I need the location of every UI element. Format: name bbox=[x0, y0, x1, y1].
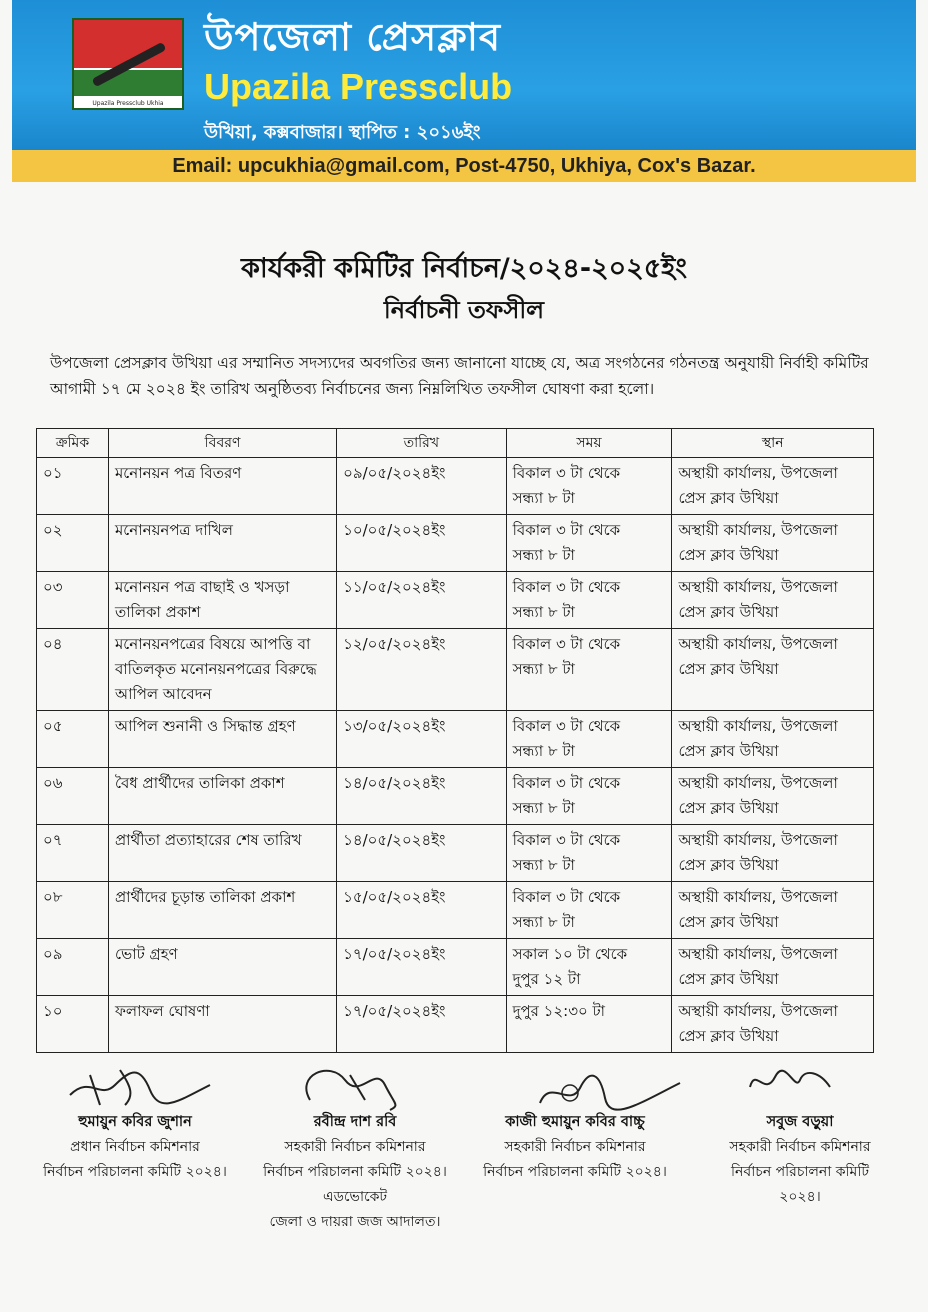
time-cell-text: সন্ধ্যা ৮ টা bbox=[512, 799, 575, 817]
serial-cell bbox=[37, 939, 109, 996]
description-cell bbox=[108, 515, 336, 572]
time-cell-text: বিকাল ৩ টা থেকে bbox=[512, 774, 621, 792]
description-cell bbox=[108, 996, 336, 1053]
place-cell bbox=[672, 825, 874, 882]
time-cell-text: সন্ধ্যা ৮ টা bbox=[512, 742, 575, 760]
table-row bbox=[37, 711, 874, 768]
place-cell bbox=[672, 458, 874, 515]
table-row bbox=[37, 629, 874, 711]
place-cell bbox=[672, 711, 874, 768]
date-cell bbox=[337, 629, 506, 711]
time-cell bbox=[506, 572, 672, 629]
date-cell-text: ১০/০৫/২০২৪ইং bbox=[343, 521, 446, 539]
description-cell bbox=[108, 882, 336, 939]
serial-cell bbox=[37, 515, 109, 572]
description-cell bbox=[108, 572, 336, 629]
date-cell bbox=[337, 458, 506, 515]
place-cell-text: অস্থায়ী কার্যালয়, উপজেলা bbox=[678, 1002, 838, 1020]
date-cell bbox=[337, 711, 506, 768]
serial-cell bbox=[37, 711, 109, 768]
description-cell-text: মনোনয়নপত্রের বিষয়ে আপত্তি বা বাতিলকৃত মনোনয়নপত্রের বিরুদ্ধে আপিল আবেদন bbox=[114, 635, 317, 703]
signatory-name: হুমায়ুন কবির জুশান bbox=[78, 1114, 192, 1130]
document-subheading: নির্বাচনী তফসীল bbox=[383, 296, 545, 324]
description-cell-text: আপিল শুনানী ও সিদ্ধান্ত গ্রহণ bbox=[114, 717, 296, 735]
description-cell-text: মনোনয়ন পত্র বাছাই ও খসড়া তালিকা প্রকাশ bbox=[114, 578, 290, 621]
signature-1-scribble bbox=[60, 1055, 220, 1115]
signature-2-scribble bbox=[290, 1055, 410, 1115]
signatory-name: রবীন্দ্র দাশ রবি bbox=[313, 1114, 397, 1130]
time-cell-text: বিকাল ৩ টা থেকে bbox=[512, 521, 621, 539]
time-cell bbox=[506, 629, 672, 711]
description-cell bbox=[108, 768, 336, 825]
place-cell bbox=[672, 515, 874, 572]
description-cell bbox=[108, 458, 336, 515]
serial-cell bbox=[37, 458, 109, 515]
serial-cell-text: ০৯ bbox=[43, 945, 63, 963]
serial-cell-text: ০৭ bbox=[43, 831, 63, 849]
place-cell-text: অস্থায়ী কার্যালয়, উপজেলা bbox=[678, 464, 838, 482]
serial-cell bbox=[37, 882, 109, 939]
time-cell bbox=[506, 458, 672, 515]
table-row bbox=[37, 882, 874, 939]
table-row bbox=[37, 939, 874, 996]
signatory-committee: নির্বাচন পরিচালনা কমিটি ২০২৪। bbox=[483, 1164, 667, 1180]
time-cell-text: বিকাল ৩ টা থেকে bbox=[512, 717, 621, 735]
date-cell bbox=[337, 882, 506, 939]
contact-bar: Email: upcukhia@gmail.com, Post-4750, Ukhiya, Cox's Bazar. bbox=[12, 150, 916, 182]
place-cell-text: প্রেস ক্লাব উখিয়া bbox=[678, 799, 779, 817]
time-cell-text: বিকাল ৩ টা থেকে bbox=[512, 464, 621, 482]
description-cell bbox=[108, 939, 336, 996]
signature-block-3 bbox=[460, 1110, 690, 1185]
signatory-title: প্রধান নির্বাচন কমিশনার bbox=[70, 1139, 200, 1155]
description-cell bbox=[108, 711, 336, 768]
time-cell-text: সন্ধ্যা ৮ টা bbox=[512, 660, 575, 678]
date-cell-text: ১৪/০৫/২০২৪ইং bbox=[343, 774, 446, 792]
table-row bbox=[37, 768, 874, 825]
header-date: তারিখ bbox=[337, 429, 506, 458]
table-row bbox=[37, 572, 874, 629]
club-location-established: উখিয়া, কক্সবাজার। স্থাপিত : ২০১৬ইং bbox=[204, 122, 481, 143]
place-cell-text: প্রেস ক্লাব উখিয়া bbox=[678, 970, 779, 988]
signature-block-1 bbox=[20, 1110, 250, 1185]
place-cell-text: প্রেস ক্লাব উখিয়া bbox=[678, 603, 779, 621]
time-cell-text: সকাল ১০ টা থেকে bbox=[512, 945, 628, 963]
place-cell-text: অস্থায়ী কার্যালয়, উপজেলা bbox=[678, 831, 838, 849]
time-cell-text: দুপুর ১২ টা bbox=[512, 970, 581, 988]
date-cell bbox=[337, 939, 506, 996]
place-cell-text: প্রেস ক্লাব উখিয়া bbox=[678, 856, 779, 874]
time-cell bbox=[506, 882, 672, 939]
time-cell bbox=[506, 515, 672, 572]
signatory-title: সহকারী নির্বাচন কমিশনার bbox=[284, 1139, 426, 1155]
serial-cell-text: ০২ bbox=[43, 521, 63, 539]
serial-cell-text: ০৫ bbox=[43, 717, 63, 735]
place-cell bbox=[672, 939, 874, 996]
time-cell-text: সন্ধ্যা ৮ টা bbox=[512, 489, 575, 507]
place-cell-text: প্রেস ক্লাব উখিয়া bbox=[678, 489, 779, 507]
serial-cell-text: ০৮ bbox=[43, 888, 63, 906]
serial-cell-text: ০১ bbox=[43, 464, 63, 482]
signatory-committee: নির্বাচন পরিচালনা কমিটি ২০২৪। bbox=[43, 1164, 227, 1180]
place-cell bbox=[672, 768, 874, 825]
time-cell-text: সন্ধ্যা ৮ টা bbox=[512, 603, 575, 621]
serial-cell bbox=[37, 629, 109, 711]
pressclub-logo bbox=[72, 18, 184, 110]
serial-cell bbox=[37, 572, 109, 629]
time-cell bbox=[506, 768, 672, 825]
description-cell-text: বৈধ প্রার্থীদের তালিকা প্রকাশ bbox=[114, 774, 285, 792]
header-serial: ক্রমিক bbox=[37, 429, 109, 458]
description-cell-text: ভোট গ্রহণ bbox=[114, 945, 178, 963]
date-cell-text: ১৭/০৫/২০২৪ইং bbox=[343, 945, 446, 963]
signatory-name: কাজী হুমায়ুন কবির বাচ্চু bbox=[505, 1114, 645, 1130]
place-cell bbox=[672, 996, 874, 1053]
table-row bbox=[37, 458, 874, 515]
date-cell-text: ১২/০৫/২০২৪ইং bbox=[343, 635, 446, 653]
date-cell bbox=[337, 768, 506, 825]
time-cell bbox=[506, 996, 672, 1053]
signatory-name: সবুজ বড়ুয়া bbox=[766, 1114, 834, 1130]
header-time: সময় bbox=[506, 429, 672, 458]
schedule-table bbox=[36, 428, 874, 1053]
date-cell-text: ১৩/০৫/২০২৪ইং bbox=[343, 717, 446, 735]
place-cell-text: প্রেস ক্লাব উখিয়া bbox=[678, 742, 779, 760]
signature-block-4 bbox=[690, 1110, 910, 1210]
place-cell bbox=[672, 572, 874, 629]
signatory-title: সহকারী নির্বাচন কমিশনার bbox=[504, 1139, 646, 1155]
time-cell bbox=[506, 711, 672, 768]
place-cell-text: অস্থায়ী কার্যালয়, উপজেলা bbox=[678, 717, 838, 735]
logo-caption: Upazila Pressclub Ukhia bbox=[92, 100, 164, 107]
serial-cell bbox=[37, 825, 109, 882]
table-row bbox=[37, 996, 874, 1053]
place-cell-text: অস্থায়ী কার্যালয়, উপজেলা bbox=[678, 774, 838, 792]
header-place: স্থান bbox=[672, 429, 874, 458]
table-row bbox=[37, 515, 874, 572]
serial-cell bbox=[37, 996, 109, 1053]
place-cell-text: প্রেস ক্লাব উখিয়া bbox=[678, 546, 779, 564]
description-cell-text: মনোনয়নপত্র দাখিল bbox=[114, 521, 233, 539]
signatory-profession: এডভোকেট bbox=[322, 1189, 388, 1205]
time-cell-text: বিকাল ৩ টা থেকে bbox=[512, 831, 621, 849]
date-cell-text: ১৫/০৫/২০২৪ইং bbox=[343, 888, 446, 906]
time-cell-text: দুপুর ১২:৩০ টা bbox=[512, 1002, 605, 1020]
serial-cell-text: ১০ bbox=[43, 1002, 63, 1020]
date-cell bbox=[337, 572, 506, 629]
intro-paragraph: উপজেলা প্রেসক্লাব উখিয়া এর সম্মানিত সদস্যদের অবগতির জন্য জানানো যাচ্ছে যে, অত্র সংগঠনের গঠনতন্ত্র অনুযায়ী নির্বাহী কমিটির আগামী ১৭ মে ২০২৪ ইং তারিখ অনুষ্ঠিতব্য নির্বাচনের জন্য নিম্নলিখিত তফসীল ঘোষণা করা হলো। bbox=[50, 354, 869, 398]
serial-cell-text: ০৪ bbox=[43, 635, 63, 653]
place-cell-text: প্রেস ক্লাব উখিয়া bbox=[678, 1027, 779, 1045]
serial-cell-text: ০৩ bbox=[43, 578, 63, 596]
place-cell-text: অস্থায়ী কার্যালয়, উপজেলা bbox=[678, 521, 838, 539]
description-cell-text: প্রার্থীতা প্রত্যাহারের শেষ তারিখ bbox=[114, 831, 302, 849]
place-cell-text: অস্থায়ী কার্যালয়, উপজেলা bbox=[678, 578, 838, 596]
place-cell-text: অস্থায়ী কার্যালয়, উপজেলা bbox=[678, 888, 838, 906]
date-cell bbox=[337, 825, 506, 882]
date-cell bbox=[337, 515, 506, 572]
table-row bbox=[37, 825, 874, 882]
signature-block-2 bbox=[240, 1110, 470, 1235]
signatory-year: ২০২৪। bbox=[779, 1189, 821, 1205]
serial-cell bbox=[37, 768, 109, 825]
description-cell-text: প্রার্থীদের চূড়ান্ত তালিকা প্রকাশ bbox=[114, 888, 296, 906]
signature-4-scribble bbox=[740, 1062, 840, 1102]
club-title-english: Upazila Pressclub bbox=[204, 66, 513, 107]
document-heading: কার্যকরী কমিটির নির্বাচন/২০২৪-২০২৫ইং bbox=[241, 253, 687, 284]
place-cell bbox=[672, 882, 874, 939]
time-cell-text: সন্ধ্যা ৮ টা bbox=[512, 546, 575, 564]
signatory-committee: নির্বাচন পরিচালনা কমিটি bbox=[731, 1164, 869, 1180]
time-cell-text: সন্ধ্যা ৮ টা bbox=[512, 913, 575, 931]
header-banner bbox=[12, 0, 916, 150]
time-cell-text: বিকাল ৩ টা থেকে bbox=[512, 635, 621, 653]
description-cell-text: ফলাফল ঘোষণা bbox=[114, 1002, 210, 1020]
signatory-committee: নির্বাচন পরিচালনা কমিটি ২০২৪। bbox=[263, 1164, 447, 1180]
time-cell bbox=[506, 825, 672, 882]
date-cell-text: ১১/০৫/২০২৪ইং bbox=[343, 578, 446, 596]
place-cell bbox=[672, 629, 874, 711]
place-cell-text: প্রেস ক্লাব উখিয়া bbox=[678, 660, 779, 678]
place-cell-text: প্রেস ক্লাব উখিয়া bbox=[678, 913, 779, 931]
signatory-title: সহকারী নির্বাচন কমিশনার bbox=[729, 1139, 871, 1155]
signatory-court: জেলা ও দায়রা জজ আদালত। bbox=[269, 1214, 441, 1230]
serial-cell-text: ০৬ bbox=[43, 774, 63, 792]
club-title-bengali: উপজেলা প্রেসক্লাব bbox=[204, 15, 502, 59]
date-cell bbox=[337, 996, 506, 1053]
place-cell-text: অস্থায়ী কার্যালয়, উপজেলা bbox=[678, 945, 838, 963]
description-cell bbox=[108, 629, 336, 711]
time-cell bbox=[506, 939, 672, 996]
time-cell-text: বিকাল ৩ টা থেকে bbox=[512, 578, 621, 596]
date-cell-text: ১৭/০৫/২০২৪ইং bbox=[343, 1002, 446, 1020]
place-cell-text: অস্থায়ী কার্যালয়, উপজেলা bbox=[678, 635, 838, 653]
header-description: বিবরণ bbox=[108, 429, 336, 458]
date-cell-text: ১৪/০৫/২০২৪ইং bbox=[343, 831, 446, 849]
description-cell bbox=[108, 825, 336, 882]
date-cell-text: ০৯/০৫/২০২৪ইং bbox=[343, 464, 446, 482]
description-cell-text: মনোনয়ন পত্র বিতরণ bbox=[114, 464, 242, 482]
time-cell-text: বিকাল ৩ টা থেকে bbox=[512, 888, 621, 906]
table-header-row bbox=[37, 429, 874, 458]
time-cell-text: সন্ধ্যা ৮ টা bbox=[512, 856, 575, 874]
